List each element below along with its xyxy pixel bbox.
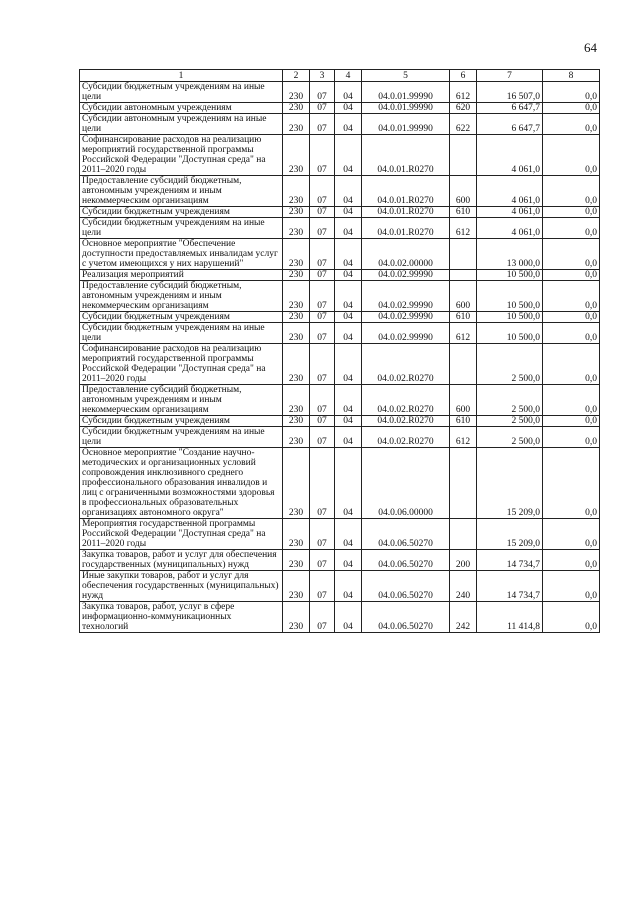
- row-subsection-cell: 04: [335, 270, 362, 281]
- row-target-code-cell: 04.0.02.R0270: [362, 416, 450, 427]
- row-amount-cell: 10 500,0: [477, 270, 543, 281]
- row-amount-cell: 4 061,0: [477, 207, 543, 218]
- row-section-cell: 07: [310, 550, 335, 571]
- row-section-cell: 07: [310, 239, 335, 270]
- row-target-code-cell: 04.0.02.99990: [362, 323, 450, 344]
- table-row: [80, 103, 600, 114]
- table-row: [80, 281, 600, 312]
- row-name-cell: Основное мероприятие "Обеспечение доступности предоставляемых инвалидам услуг с учетом имеющихся у них нарушений": [80, 239, 283, 270]
- row-target-code-cell: 04.0.02.99990: [362, 312, 450, 323]
- row-amount-2-cell: 0,0: [543, 519, 600, 550]
- row-subsection-cell: 04: [335, 82, 362, 103]
- row-subsection-cell: 04: [335, 519, 362, 550]
- table-row: [80, 427, 600, 448]
- row-target-code-cell: 04.0.02.R0270: [362, 427, 450, 448]
- row-code-a-cell: 230: [283, 323, 310, 344]
- row-target-code-cell: 04.0.01.R0270: [362, 218, 450, 239]
- row-name-cell: Субсидии бюджетным учреждениям: [80, 207, 283, 218]
- column-header: 8: [543, 70, 600, 82]
- table-row: [80, 270, 600, 281]
- row-amount-cell: 10 500,0: [477, 312, 543, 323]
- row-target-code-cell: 04.0.06.50270: [362, 602, 450, 633]
- row-subsection-cell: 04: [335, 385, 362, 416]
- column-header: 1: [80, 70, 283, 82]
- table-row: [80, 82, 600, 103]
- row-name-cell: Субсидии автономным учреждениям: [80, 103, 283, 114]
- row-expense-type-cell: 600: [450, 385, 477, 416]
- row-target-code-cell: 04.0.02.00000: [362, 239, 450, 270]
- row-code-a-cell: 230: [283, 135, 310, 176]
- row-code-a-cell: 230: [283, 176, 310, 207]
- row-section-cell: 07: [310, 323, 335, 344]
- row-name-cell: Субсидии бюджетным учреждениям: [80, 416, 283, 427]
- row-amount-cell: 16 507,0: [477, 82, 543, 103]
- row-amount-cell: 6 647,7: [477, 103, 543, 114]
- row-section-cell: 07: [310, 176, 335, 207]
- row-section-cell: 07: [310, 281, 335, 312]
- row-code-a-cell: 230: [283, 448, 310, 519]
- row-code-a-cell: 230: [283, 239, 310, 270]
- row-subsection-cell: 04: [335, 312, 362, 323]
- row-amount-2-cell: 0,0: [543, 270, 600, 281]
- row-name-cell: Субсидии автономным учреждениям на иные цели: [80, 114, 283, 135]
- row-amount-cell: 11 414,8: [477, 602, 543, 633]
- row-code-a-cell: 230: [283, 427, 310, 448]
- row-name-cell: Субсидии бюджетным учреждениям на иные цели: [80, 218, 283, 239]
- table-row: [80, 602, 600, 633]
- row-amount-cell: 6 647,7: [477, 114, 543, 135]
- row-amount-2-cell: 0,0: [543, 218, 600, 239]
- row-expense-type-cell: 242: [450, 602, 477, 633]
- row-subsection-cell: 04: [335, 416, 362, 427]
- row-expense-type-cell: 240: [450, 571, 477, 602]
- page-number: 64: [584, 40, 597, 55]
- row-amount-2-cell: 0,0: [543, 550, 600, 571]
- row-amount-2-cell: 0,0: [543, 312, 600, 323]
- row-amount-2-cell: 0,0: [543, 114, 600, 135]
- row-expense-type-cell: 612: [450, 427, 477, 448]
- row-section-cell: 07: [310, 416, 335, 427]
- row-section-cell: 07: [310, 519, 335, 550]
- row-expense-type-cell: 612: [450, 218, 477, 239]
- row-target-code-cell: 04.0.06.00000: [362, 448, 450, 519]
- row-name-cell: Закупка товаров, работ и услуг для обеспечения государственных (муниципальных) нужд: [80, 550, 283, 571]
- row-name-cell: Мероприятия государственной программы Российской Федерации "Доступная среда" на 2011–2020 годы: [80, 519, 283, 550]
- row-amount-2-cell: 0,0: [543, 344, 600, 385]
- row-expense-type-cell: 200: [450, 550, 477, 571]
- row-code-a-cell: 230: [283, 550, 310, 571]
- row-section-cell: 07: [310, 218, 335, 239]
- row-amount-cell: 14 734,7: [477, 550, 543, 571]
- row-expense-type-cell: 600: [450, 281, 477, 312]
- row-expense-type-cell: 612: [450, 323, 477, 344]
- row-amount-2-cell: 0,0: [543, 135, 600, 176]
- row-section-cell: 07: [310, 344, 335, 385]
- row-section-cell: 07: [310, 602, 335, 633]
- row-subsection-cell: 04: [335, 135, 362, 176]
- column-header: 4: [335, 70, 362, 82]
- row-section-cell: 07: [310, 114, 335, 135]
- row-target-code-cell: 04.0.02.R0270: [362, 344, 450, 385]
- table-row: [80, 323, 600, 344]
- row-amount-cell: 4 061,0: [477, 135, 543, 176]
- table-row: [80, 114, 600, 135]
- row-amount-2-cell: 0,0: [543, 448, 600, 519]
- row-subsection-cell: 04: [335, 281, 362, 312]
- row-name-cell: Основное мероприятие "Создание научно-методических и организационных условий сопровождения инклюзивного среднего профессионального образования инвалидов и лиц с ограниченными возможностями здоровья в профессиональных образовательных организациях автономного округа": [80, 448, 283, 519]
- row-expense-type-cell: [450, 270, 477, 281]
- row-code-a-cell: 230: [283, 416, 310, 427]
- row-amount-2-cell: 0,0: [543, 416, 600, 427]
- row-subsection-cell: 04: [335, 550, 362, 571]
- row-subsection-cell: 04: [335, 218, 362, 239]
- row-target-code-cell: 04.0.06.50270: [362, 519, 450, 550]
- row-name-cell: Предоставление субсидий бюджетным, автономным учреждениям и иным некоммерческим организациям: [80, 385, 283, 416]
- row-amount-2-cell: 0,0: [543, 207, 600, 218]
- row-subsection-cell: 04: [335, 176, 362, 207]
- row-target-code-cell: 04.0.01.99990: [362, 82, 450, 103]
- row-name-cell: Иные закупки товаров, работ и услуг для обеспечения государственных (муниципальных) нужд: [80, 571, 283, 602]
- row-subsection-cell: 04: [335, 103, 362, 114]
- row-expense-type-cell: 610: [450, 416, 477, 427]
- row-subsection-cell: 04: [335, 323, 362, 344]
- row-code-a-cell: 230: [283, 218, 310, 239]
- row-amount-2-cell: 0,0: [543, 176, 600, 207]
- table-row: [80, 519, 600, 550]
- row-section-cell: 07: [310, 312, 335, 323]
- table-row: [80, 571, 600, 602]
- table-header-row: [80, 70, 600, 82]
- row-code-a-cell: 230: [283, 103, 310, 114]
- row-expense-type-cell: [450, 344, 477, 385]
- table-row: [80, 218, 600, 239]
- row-expense-type-cell: 622: [450, 114, 477, 135]
- table-row: [80, 385, 600, 416]
- row-target-code-cell: 04.0.01.R0270: [362, 207, 450, 218]
- row-name-cell: Субсидии бюджетным учреждениям на иные цели: [80, 427, 283, 448]
- row-code-a-cell: 230: [283, 312, 310, 323]
- row-name-cell: Субсидии бюджетным учреждениям на иные цели: [80, 323, 283, 344]
- row-code-a-cell: 230: [283, 82, 310, 103]
- row-section-cell: 07: [310, 571, 335, 602]
- row-amount-2-cell: 0,0: [543, 571, 600, 602]
- row-amount-2-cell: 0,0: [543, 323, 600, 344]
- table-row: [80, 135, 600, 176]
- table-row: [80, 207, 600, 218]
- column-header: 3: [310, 70, 335, 82]
- row-code-a-cell: 230: [283, 344, 310, 385]
- row-amount-cell: 2 500,0: [477, 344, 543, 385]
- row-subsection-cell: 04: [335, 602, 362, 633]
- row-target-code-cell: 04.0.01.R0270: [362, 176, 450, 207]
- budget-table: [79, 69, 600, 633]
- row-section-cell: 07: [310, 82, 335, 103]
- row-code-a-cell: 230: [283, 114, 310, 135]
- row-amount-2-cell: 0,0: [543, 427, 600, 448]
- row-subsection-cell: 04: [335, 114, 362, 135]
- row-target-code-cell: 04.0.01.99990: [362, 103, 450, 114]
- row-section-cell: 07: [310, 135, 335, 176]
- row-expense-type-cell: 600: [450, 176, 477, 207]
- row-subsection-cell: 04: [335, 207, 362, 218]
- table-row: [80, 176, 600, 207]
- row-amount-cell: 2 500,0: [477, 416, 543, 427]
- row-expense-type-cell: 612: [450, 82, 477, 103]
- row-name-cell: Софинансирование расходов на реализацию мероприятий государственной программы Российской Федерации "Доступная среда" на 2011–2020 годы: [80, 344, 283, 385]
- column-header: 5: [362, 70, 450, 82]
- table-row: [80, 550, 600, 571]
- row-amount-cell: 14 734,7: [477, 571, 543, 602]
- row-target-code-cell: 04.0.06.50270: [362, 550, 450, 571]
- row-section-cell: 07: [310, 103, 335, 114]
- row-section-cell: 07: [310, 427, 335, 448]
- row-subsection-cell: 04: [335, 448, 362, 519]
- row-section-cell: 07: [310, 270, 335, 281]
- column-header: 2: [283, 70, 310, 82]
- row-name-cell: Субсидии бюджетным учреждениям на иные цели: [80, 82, 283, 103]
- row-target-code-cell: 04.0.06.50270: [362, 571, 450, 602]
- row-amount-2-cell: 0,0: [543, 103, 600, 114]
- row-amount-cell: 10 500,0: [477, 281, 543, 312]
- row-amount-2-cell: 0,0: [543, 82, 600, 103]
- row-amount-cell: 4 061,0: [477, 218, 543, 239]
- row-name-cell: Предоставление субсидий бюджетным, автономным учреждениям и иным некоммерческим организациям: [80, 176, 283, 207]
- row-code-a-cell: 230: [283, 385, 310, 416]
- row-subsection-cell: 04: [335, 427, 362, 448]
- row-amount-2-cell: 0,0: [543, 602, 600, 633]
- row-amount-cell: 2 500,0: [477, 385, 543, 416]
- row-code-a-cell: 230: [283, 207, 310, 218]
- row-amount-2-cell: 0,0: [543, 385, 600, 416]
- row-subsection-cell: 04: [335, 239, 362, 270]
- row-code-a-cell: 230: [283, 571, 310, 602]
- row-code-a-cell: 230: [283, 602, 310, 633]
- row-amount-cell: 15 209,0: [477, 448, 543, 519]
- column-header: 7: [477, 70, 543, 82]
- row-code-a-cell: 230: [283, 270, 310, 281]
- row-code-a-cell: 230: [283, 519, 310, 550]
- row-expense-type-cell: [450, 135, 477, 176]
- row-section-cell: 07: [310, 207, 335, 218]
- row-amount-cell: 2 500,0: [477, 427, 543, 448]
- table-row: [80, 448, 600, 519]
- row-amount-cell: 10 500,0: [477, 323, 543, 344]
- row-target-code-cell: 04.0.02.99990: [362, 281, 450, 312]
- row-amount-cell: 13 000,0: [477, 239, 543, 270]
- row-target-code-cell: 04.0.01.99990: [362, 114, 450, 135]
- row-amount-2-cell: 0,0: [543, 281, 600, 312]
- row-name-cell: Софинансирование расходов на реализацию мероприятий государственной программы Российской Федерации "Доступная среда" на 2011–2020 годы: [80, 135, 283, 176]
- row-amount-2-cell: 0,0: [543, 239, 600, 270]
- row-expense-type-cell: 610: [450, 207, 477, 218]
- row-section-cell: 07: [310, 385, 335, 416]
- row-expense-type-cell: [450, 448, 477, 519]
- row-expense-type-cell: [450, 519, 477, 550]
- table-row: [80, 344, 600, 385]
- row-subsection-cell: 04: [335, 344, 362, 385]
- row-name-cell: Закупка товаров, работ, услуг в сфере информационно-коммуникационных технологий: [80, 602, 283, 633]
- row-name-cell: Субсидии бюджетным учреждениям: [80, 312, 283, 323]
- table-row: [80, 239, 600, 270]
- row-expense-type-cell: [450, 239, 477, 270]
- row-name-cell: Предоставление субсидий бюджетным, автономным учреждениям и иным некоммерческим организациям: [80, 281, 283, 312]
- row-section-cell: 07: [310, 448, 335, 519]
- row-target-code-cell: 04.0.02.R0270: [362, 385, 450, 416]
- row-name-cell: Реализация мероприятий: [80, 270, 283, 281]
- row-target-code-cell: 04.0.01.R0270: [362, 135, 450, 176]
- row-expense-type-cell: 610: [450, 312, 477, 323]
- row-subsection-cell: 04: [335, 571, 362, 602]
- row-amount-cell: 15 209,0: [477, 519, 543, 550]
- row-code-a-cell: 230: [283, 281, 310, 312]
- table-row: [80, 416, 600, 427]
- row-target-code-cell: 04.0.02.99990: [362, 270, 450, 281]
- row-amount-cell: 4 061,0: [477, 176, 543, 207]
- row-expense-type-cell: 620: [450, 103, 477, 114]
- column-header: 6: [450, 70, 477, 82]
- table-row: [80, 312, 600, 323]
